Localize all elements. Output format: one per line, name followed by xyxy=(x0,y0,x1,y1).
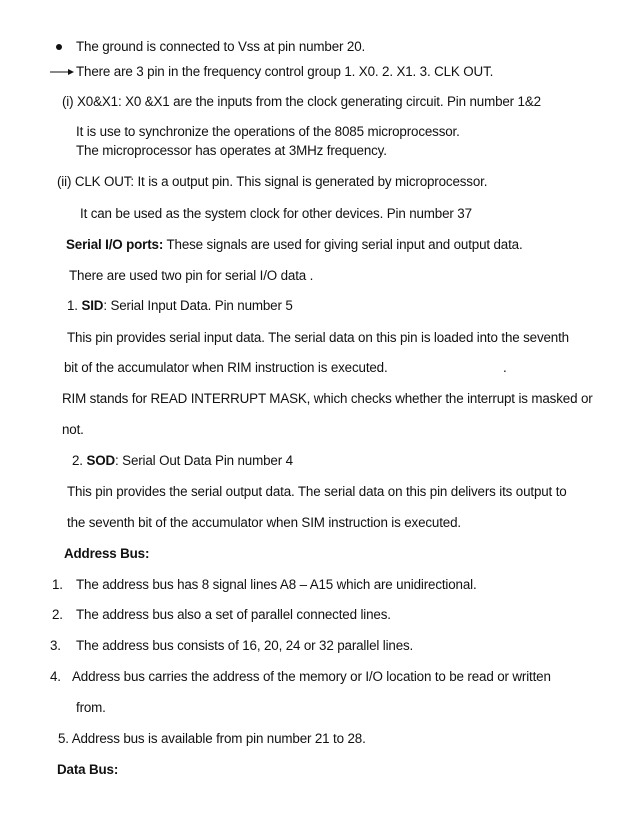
text-line: (i) X0&X1: X0 &X1 are the inputs from the clock generating circuit. Pin number 1&2 xyxy=(62,94,541,109)
text-line: There are used two pin for serial I/O data . xyxy=(69,268,314,283)
text-line: It is use to synchronize the operations of the 8085 microprocessor. xyxy=(76,124,460,139)
text-line: RIM stands for READ INTERRUPT MASK, which checks whether the interrupt is masked or xyxy=(62,391,593,406)
text-line: from. xyxy=(76,700,106,715)
list-number: 1. xyxy=(52,577,63,592)
list-item: The address bus consists of 16, 20, 24 or 32 parallel lines. xyxy=(76,638,414,653)
text-line: . xyxy=(503,360,507,375)
text-line: (ii) CLK OUT: It is a output pin. This signal is generated by microprocessor. xyxy=(57,174,488,189)
text-line: the seventh bit of the accumulator when SIM instruction is executed. xyxy=(67,515,461,530)
text-line: This pin provides serial input data. The serial data on this pin is loaded into the seventh xyxy=(67,330,569,345)
text-line xyxy=(66,236,523,254)
section-heading: Data Bus: xyxy=(57,762,119,777)
text-line: This pin provides the serial output data. The serial data on this pin delivers its output to xyxy=(67,484,567,499)
text-line: It can be used as the system clock for other devices. Pin number 37 xyxy=(80,206,472,221)
text-span: : Serial Input Data. Pin number 5 xyxy=(103,298,293,313)
list-item: The address bus also a set of parallel connected lines. xyxy=(76,607,391,622)
list-number: 2. xyxy=(52,607,63,622)
text-line xyxy=(67,297,293,315)
term-sod: SOD xyxy=(86,453,116,468)
list-number: 2. xyxy=(72,453,87,468)
bullet-icon xyxy=(56,44,62,50)
term-sid: SID xyxy=(81,298,104,313)
text-line: The ground is connected to Vss at pin number 20. xyxy=(76,39,366,54)
text-span: These signals are used for giving serial input and output data. xyxy=(163,237,523,252)
text-line: bit of the accumulator when RIM instruction is executed. xyxy=(64,360,388,375)
section-heading: Address Bus: xyxy=(64,546,150,561)
text-line xyxy=(72,452,293,470)
text-span: : Serial Out Data Pin number 4 xyxy=(115,453,293,468)
list-number: 4. xyxy=(50,669,61,684)
list-number: 3. xyxy=(50,638,61,653)
text-line: There are 3 pin in the frequency control group 1. X0. 2. X1. 3. CLK OUT. xyxy=(76,64,494,79)
list-item: Address bus carries the address of the memory or I/O location to be read or written xyxy=(72,669,551,684)
section-heading: Serial I/O ports: xyxy=(66,237,164,252)
list-item: 5. Address bus is available from pin number 21 to 28. xyxy=(58,731,366,746)
text-line: The microprocessor has operates at 3MHz frequency. xyxy=(76,143,387,158)
list-number: 1. xyxy=(67,298,82,313)
text-line: not. xyxy=(62,422,84,437)
list-item: The address bus has 8 signal lines A8 – A15 which are unidirectional. xyxy=(76,577,477,592)
arrow-right-icon xyxy=(50,68,74,76)
